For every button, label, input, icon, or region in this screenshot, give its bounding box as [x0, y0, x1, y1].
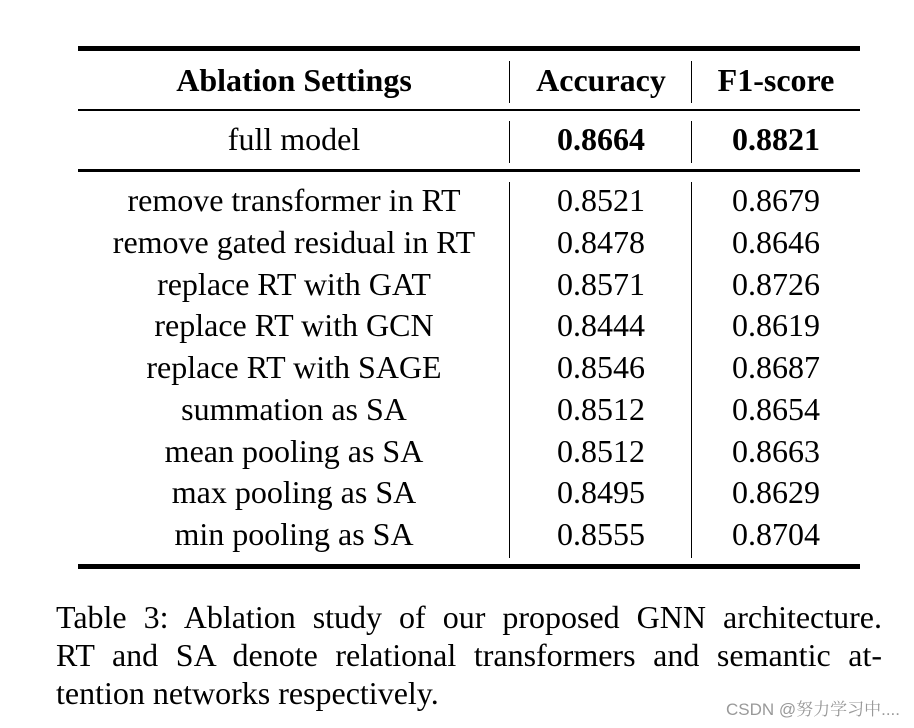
- row-f1: 0.8619: [732, 307, 820, 343]
- row-accuracy: 0.8555: [557, 516, 645, 552]
- header-ablation-settings: Ablation Settings: [176, 62, 412, 98]
- header-divider-1: [509, 61, 510, 103]
- full-model-divider-2: [691, 121, 692, 163]
- row-accuracy: 0.8512: [557, 391, 645, 427]
- header-bottom-rule: [78, 109, 860, 111]
- row-f1: 0.8687: [732, 349, 820, 385]
- full-model-f1: 0.8821: [732, 121, 820, 157]
- table-top-rule: [78, 46, 860, 51]
- row-setting: summation as SA: [181, 391, 407, 427]
- header-divider-2: [691, 61, 692, 103]
- row-setting: replace RT with GCN: [154, 307, 434, 343]
- row-setting: max pooling as SA: [171, 474, 417, 510]
- row-accuracy: 0.8478: [557, 224, 645, 260]
- full-model-setting: full model: [227, 121, 361, 157]
- row-f1: 0.8679: [732, 182, 820, 218]
- header-accuracy: Accuracy: [536, 62, 666, 98]
- caption-line-3: tention networks respectively.: [56, 675, 439, 711]
- watermark: CSDN @努力学习中....: [725, 700, 900, 719]
- row-setting: replace RT with SAGE: [146, 349, 442, 385]
- row-f1: 0.8704: [732, 516, 820, 552]
- caption-line-1: Table 3: Ablation study of our proposed GNN architecture.: [56, 599, 882, 635]
- row-accuracy: 0.8512: [557, 433, 645, 469]
- row-setting: remove transformer in RT: [127, 182, 461, 218]
- row-accuracy: 0.8571: [557, 266, 645, 302]
- row-f1: 0.8629: [732, 474, 820, 510]
- row-f1: 0.8663: [732, 433, 820, 469]
- body-divider-1: [509, 182, 510, 558]
- row-f1: 0.8726: [732, 266, 820, 302]
- body-divider-2: [691, 182, 692, 558]
- table-bottom-rule: [78, 564, 860, 569]
- full-model-divider-1: [509, 121, 510, 163]
- row-f1: 0.8646: [732, 224, 820, 260]
- full-model-bottom-rule: [78, 169, 860, 172]
- row-f1: 0.8654: [732, 391, 820, 427]
- row-accuracy: 0.8546: [557, 349, 645, 385]
- row-accuracy: 0.8495: [557, 474, 645, 510]
- row-setting: mean pooling as SA: [164, 433, 424, 469]
- row-setting: remove gated residual in RT: [112, 224, 476, 260]
- full-model-accuracy: 0.8664: [557, 121, 645, 157]
- caption-line-2: RT and SA denote relational transformers and semantic at-: [56, 637, 882, 673]
- row-accuracy: 0.8521: [557, 182, 645, 218]
- header-f1-score: F1-score: [717, 62, 835, 98]
- row-setting: min pooling as SA: [174, 516, 414, 552]
- row-accuracy: 0.8444: [557, 307, 645, 343]
- row-setting: replace RT with GAT: [157, 266, 431, 302]
